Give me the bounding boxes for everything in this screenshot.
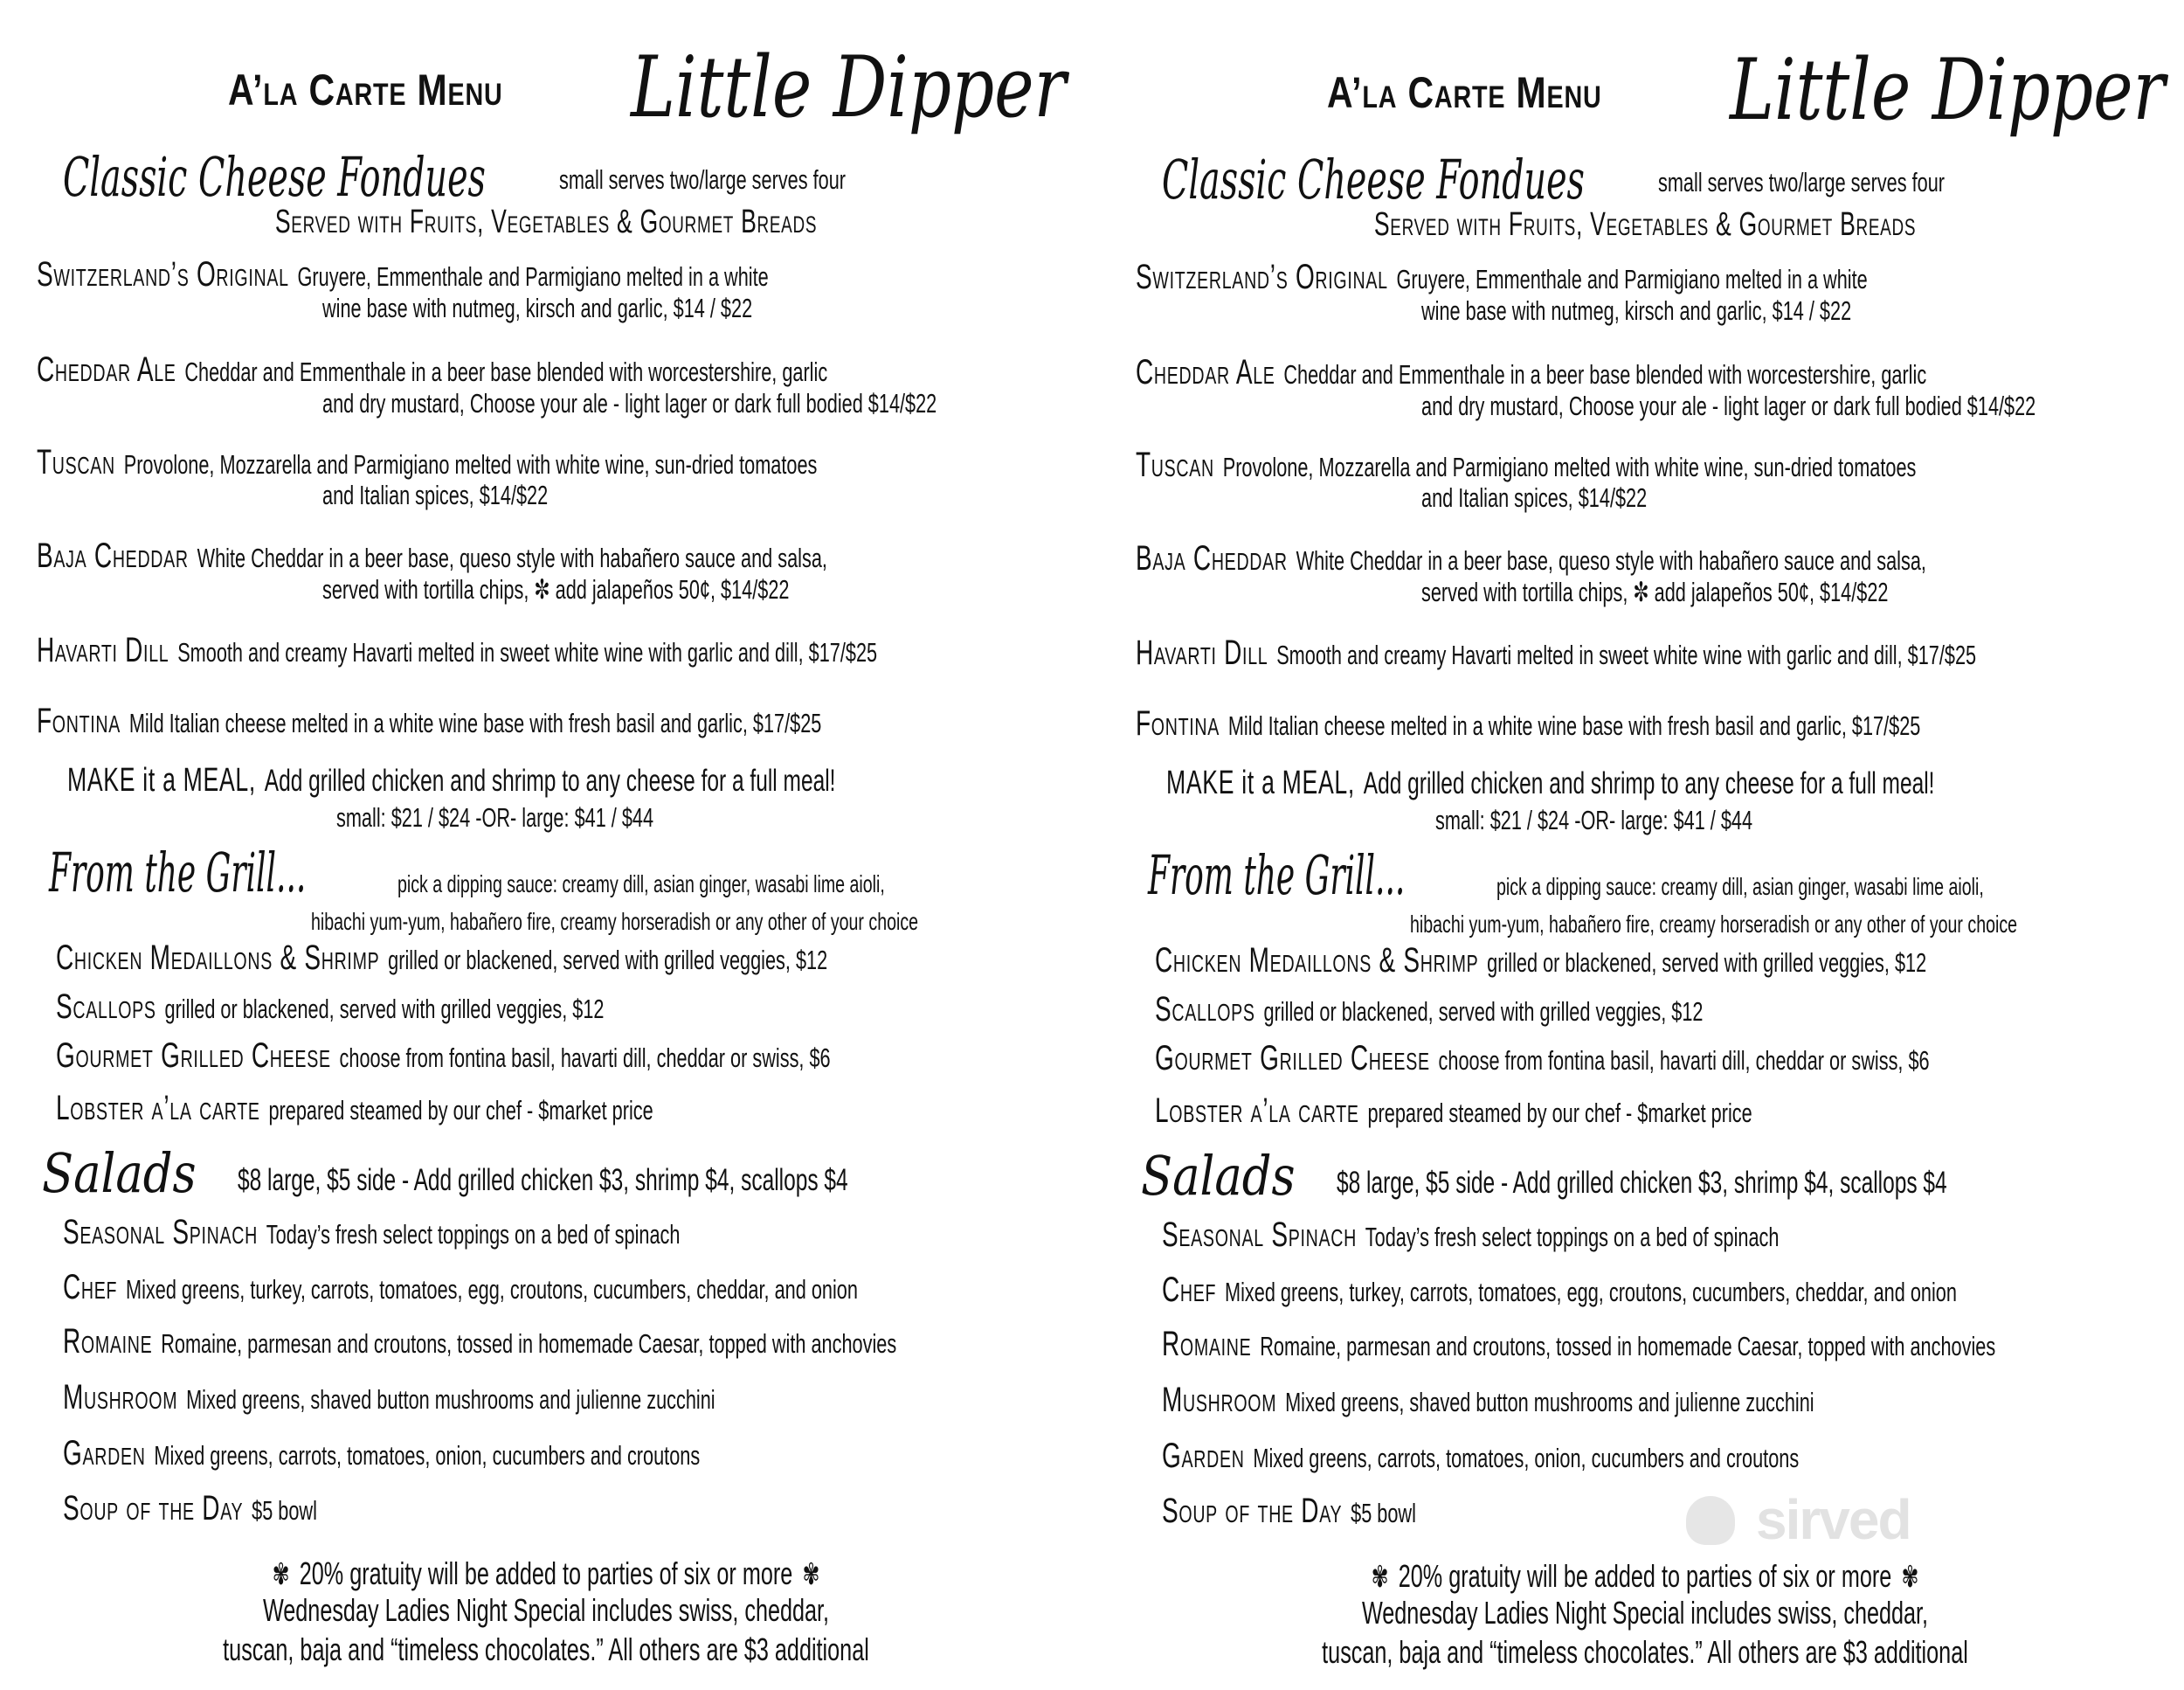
item-name: Fontina — [1136, 704, 1220, 743]
item-name: Gourmet Grilled Cheese — [1155, 1039, 1430, 1077]
meal-name: MAKE it a MEAL, — [1166, 765, 1355, 801]
salads-note: $8 large, $5 side - Add grilled chicken $3, shrimp $4, scallops $4 — [238, 1163, 848, 1197]
item-desc-cont: wine base with nutmeg, kirsch and garlic, $14 / $22 — [322, 293, 753, 323]
menu-item — [1162, 1493, 1416, 1531]
item-name: Romaine — [63, 1322, 153, 1361]
item-name: Mushroom — [1162, 1381, 1277, 1419]
fondues-note: small serves two/large serves four — [1658, 167, 1946, 197]
flower-ornament-icon: ✾ — [802, 1558, 820, 1591]
item-desc: Today’s fresh select toppings on a bed of spinach — [266, 1219, 681, 1250]
fondues-title: Classic Cheese Fondues — [1162, 148, 1585, 211]
gratuity-text: 20% gratuity will be added to parties of six or more — [1398, 1558, 1892, 1594]
item-desc: Gruyere, Emmenthale and Parmigiano melted in a white — [297, 261, 769, 292]
item-desc: Romaine, parmesan and croutons, tossed in homemade Caesar, topped with anchovies — [1260, 1331, 1996, 1361]
item-name: Chef — [63, 1268, 118, 1306]
meal-upgrade — [1166, 765, 1934, 801]
menu-item — [56, 1038, 831, 1076]
item-desc: Mixed greens, turkey, carrots, tomatoes, egg, croutons, cucumbers, cheddar, and onion — [1225, 1277, 1957, 1307]
menu-page-copy — [1099, 3, 2184, 1690]
item-name: Chicken Medaillons & Shrimp — [1155, 941, 1479, 980]
item-name: Tuscan — [1136, 446, 1214, 484]
item-name: Soup of the Day — [1162, 1492, 1343, 1530]
meal-prices: small: $21 / $24 -OR- large: $41 / $44 — [336, 802, 654, 833]
grill-title: From the Grill... — [49, 841, 307, 904]
item-desc-cont: and Italian spices, $14/$22 — [1421, 482, 1648, 513]
flower-ornament-icon: ✾ — [1901, 1561, 1919, 1594]
item-desc: Mixed greens, shaved button mushrooms and julienne zucchini — [186, 1384, 715, 1415]
item-name: Chicken Medaillons & Shrimp — [56, 939, 380, 977]
menu-item — [63, 1436, 700, 1473]
restaurant-logo: Little Dipper — [631, 38, 1067, 136]
menu-item — [1155, 992, 1704, 1029]
menu-item — [37, 445, 817, 482]
item-desc: Mild Italian cheese melted in a white wine base with fresh basil and garlic, $17/$25 — [1227, 710, 1921, 741]
item-name: Lobster a’la carte — [1155, 1091, 1359, 1130]
item-desc: Mixed greens, carrots, tomatoes, onion, cucumbers and croutons — [1253, 1443, 1800, 1473]
item-name: Seasonal Spinach — [1162, 1216, 1357, 1254]
grill-note: pick a dipping sauce: creamy dill, asian ginger, wasabi lime aioli, — [397, 870, 885, 897]
menu-item — [37, 257, 769, 294]
menu-item — [1155, 943, 1926, 980]
menu-item — [1136, 706, 1920, 744]
menu-item — [56, 989, 605, 1027]
grill-note: pick a dipping sauce: creamy dill, asian ginger, wasabi lime aioli, — [1496, 873, 1984, 900]
item-desc: choose from fontina basil, havarti dill, cheddar or swiss, $6 — [339, 1042, 831, 1073]
grill-note-cont: hibachi yum-yum, habañero fire, creamy horseradish or any other of your choice — [1410, 911, 2018, 938]
item-desc: Gruyere, Emmenthale and Parmigiano melted in a white — [1396, 264, 1868, 294]
item-desc: Provolone, Mozzarella and Parmigiano melted with white wine, sun-dried tomatoes — [123, 449, 818, 480]
menu-item — [56, 1091, 653, 1128]
item-desc: White Cheddar in a beer base, queso style with habañero sauce and salsa, — [197, 543, 827, 573]
menu-item — [1162, 1438, 1799, 1476]
item-desc: Smooth and creamy Havarti melted in sweet white wine with garlic and dill, $17/$25 — [1276, 640, 1977, 670]
special-note-cont: tuscan, baja and “timeless chocolates.” All others are $3 additional — [1322, 1634, 1968, 1670]
item-desc: prepared steamed by our chef - $market price — [268, 1095, 653, 1126]
item-desc: $5 bowl — [252, 1495, 317, 1526]
gratuity-text: 20% gratuity will be added to parties of six or more — [299, 1555, 793, 1591]
menu-item — [1155, 1041, 1930, 1078]
meal-prices: small: $21 / $24 -OR- large: $41 / $44 — [1435, 805, 1753, 835]
item-desc: prepared steamed by our chef - $market price — [1367, 1098, 1752, 1128]
item-name: Garden — [63, 1434, 146, 1472]
menu-item — [1155, 1093, 1752, 1131]
menu-item — [1136, 447, 1916, 485]
restaurant-logo: Little Dipper — [1730, 41, 2166, 139]
item-name: Switzerland’s Original — [37, 255, 289, 294]
menu-item — [37, 703, 821, 741]
fondues-subtitle: Served with Fruits, Vegetables & Gourmet Breads — [1373, 206, 1917, 243]
item-desc-cont: and Italian spices, $14/$22 — [322, 480, 549, 510]
gratuity-note — [1263, 1559, 2028, 1595]
item-desc-cont: and dry mustard, Choose your ale - light lager or dark full bodied $14/$22 — [1421, 391, 2036, 421]
item-name: Seasonal Spinach — [63, 1213, 258, 1251]
item-desc: grilled or blackened, served with grilled veggies, $12 — [164, 994, 605, 1024]
menu-item — [37, 538, 827, 576]
gratuity-note — [164, 1556, 929, 1592]
item-desc: Cheddar and Emmenthale in a beer base blended with worcestershire, garlic — [184, 357, 828, 387]
menu-item — [1162, 1217, 1779, 1255]
item-name: Cheddar Ale — [37, 350, 176, 389]
item-name: Soup of the Day — [63, 1489, 244, 1527]
menu-item — [63, 1324, 896, 1361]
special-note-cont: tuscan, baja and “timeless chocolates.” All others are $3 additional — [223, 1631, 869, 1667]
menu-item — [63, 1491, 317, 1528]
item-desc: Romaine, parmesan and croutons, tossed in homemade Caesar, topped with anchovies — [161, 1328, 897, 1359]
flower-ornament-icon: ✾ — [272, 1558, 290, 1591]
item-desc: grilled or blackened, served with grilled veggies, $12 — [388, 945, 828, 975]
item-desc: Mild Italian cheese melted in a white wine base with fresh basil and garlic, $17/$25 — [128, 708, 822, 738]
item-desc: grilled or blackened, served with grilled veggies, $12 — [1487, 947, 1927, 978]
menu-item — [37, 633, 877, 670]
item-name: Havarti Dill — [1136, 634, 1268, 672]
item-desc: Smooth and creamy Havarti melted in sweet white wine with garlic and dill, $17/$25 — [177, 637, 878, 668]
fondues-title: Classic Cheese Fondues — [63, 145, 486, 209]
item-name: Gourmet Grilled Cheese — [56, 1036, 331, 1075]
item-name: Baja Cheddar — [1136, 539, 1288, 578]
item-name: Garden — [1162, 1437, 1245, 1475]
menu-page — [0, 0, 1092, 1687]
item-name: Scallops — [1155, 990, 1255, 1029]
menu-item — [1162, 1272, 1957, 1310]
meal-desc: Add grilled chicken and shrimp to any cheese for a full meal! — [264, 764, 836, 798]
fondues-subtitle: Served with Fruits, Vegetables & Gourmet Breads — [274, 204, 818, 240]
item-name: Mushroom — [63, 1378, 178, 1416]
menu-item — [1136, 541, 1926, 578]
menu-item — [1136, 635, 1976, 673]
special-note: Wednesday Ladies Night Special includes swiss, cheddar, — [1361, 1595, 1929, 1631]
special-note: Wednesday Ladies Night Special includes swiss, cheddar, — [262, 1592, 830, 1628]
menu-header: A’la Carte Menu — [1327, 68, 1602, 117]
menu-item — [1136, 260, 1868, 297]
grill-note-cont: hibachi yum-yum, habañero fire, creamy horseradish or any other of your choice — [311, 908, 919, 935]
menu-item — [1162, 1382, 1814, 1420]
item-name: Havarti Dill — [37, 631, 169, 669]
menu-item — [37, 352, 827, 390]
menu-item — [63, 1215, 680, 1252]
item-desc-cont: wine base with nutmeg, kirsch and garlic, $14 / $22 — [1421, 295, 1852, 326]
item-name: Cheddar Ale — [1136, 353, 1275, 391]
item-name: Tuscan — [37, 443, 115, 481]
meal-upgrade — [67, 763, 835, 799]
salads-note: $8 large, $5 side - Add grilled chicken $3, shrimp $4, scallops $4 — [1337, 1166, 1947, 1200]
meal-desc: Add grilled chicken and shrimp to any cheese for a full meal! — [1363, 766, 1935, 800]
item-desc: Mixed greens, carrots, tomatoes, onion, cucumbers and croutons — [154, 1440, 701, 1471]
watermark: sirved — [1756, 1488, 1911, 1551]
menu-item — [63, 1380, 715, 1417]
item-desc-cont: served with tortilla chips, ✼ add jalapeños 50¢, $14/$22 — [1421, 577, 1889, 607]
menu-item — [56, 940, 827, 978]
item-desc: $5 bowl — [1351, 1498, 1416, 1528]
item-desc-cont: and dry mustard, Choose your ale - light lager or dark full bodied $14/$22 — [322, 388, 937, 419]
item-name: Scallops — [56, 987, 156, 1026]
item-desc: grilled or blackened, served with grilled veggies, $12 — [1263, 996, 1704, 1027]
item-desc: Mixed greens, turkey, carrots, tomatoes, egg, croutons, cucumbers, cheddar, and onion — [126, 1274, 858, 1305]
item-desc: choose from fontina basil, havarti dill, cheddar or swiss, $6 — [1438, 1045, 1930, 1076]
item-desc: White Cheddar in a beer base, queso style with habañero sauce and salsa, — [1296, 545, 1926, 576]
fondues-note: small serves two/large serves four — [559, 164, 847, 195]
item-desc: Mixed greens, shaved button mushrooms and julienne zucchini — [1285, 1387, 1814, 1417]
item-desc: Today’s fresh select toppings on a bed of spinach — [1365, 1222, 1780, 1252]
item-name: Baja Cheddar — [37, 537, 189, 575]
salads-title: Salads — [1141, 1144, 1296, 1208]
menu-item — [63, 1270, 858, 1307]
item-name: Lobster a’la carte — [56, 1089, 260, 1127]
item-name: Romaine — [1162, 1325, 1252, 1363]
meal-name: MAKE it a MEAL, — [67, 762, 256, 799]
item-name: Chef — [1162, 1271, 1217, 1309]
grill-title: From the Grill... — [1148, 843, 1406, 907]
salads-title: Salads — [42, 1141, 197, 1205]
item-desc: Provolone, Mozzarella and Parmigiano melted with white wine, sun-dried tomatoes — [1222, 452, 1917, 482]
item-desc: Cheddar and Emmenthale in a beer base blended with worcestershire, garlic — [1283, 359, 1927, 390]
item-name: Fontina — [37, 702, 121, 740]
flower-ornament-icon: ✾ — [1371, 1561, 1389, 1594]
item-desc-cont: served with tortilla chips, ✼ add jalapeños 50¢, $14/$22 — [322, 574, 790, 605]
menu-item — [1162, 1326, 1995, 1364]
menu-item — [1136, 355, 1926, 392]
item-name: Switzerland’s Original — [1136, 258, 1388, 296]
menu-header: A’la Carte Menu — [228, 66, 503, 114]
